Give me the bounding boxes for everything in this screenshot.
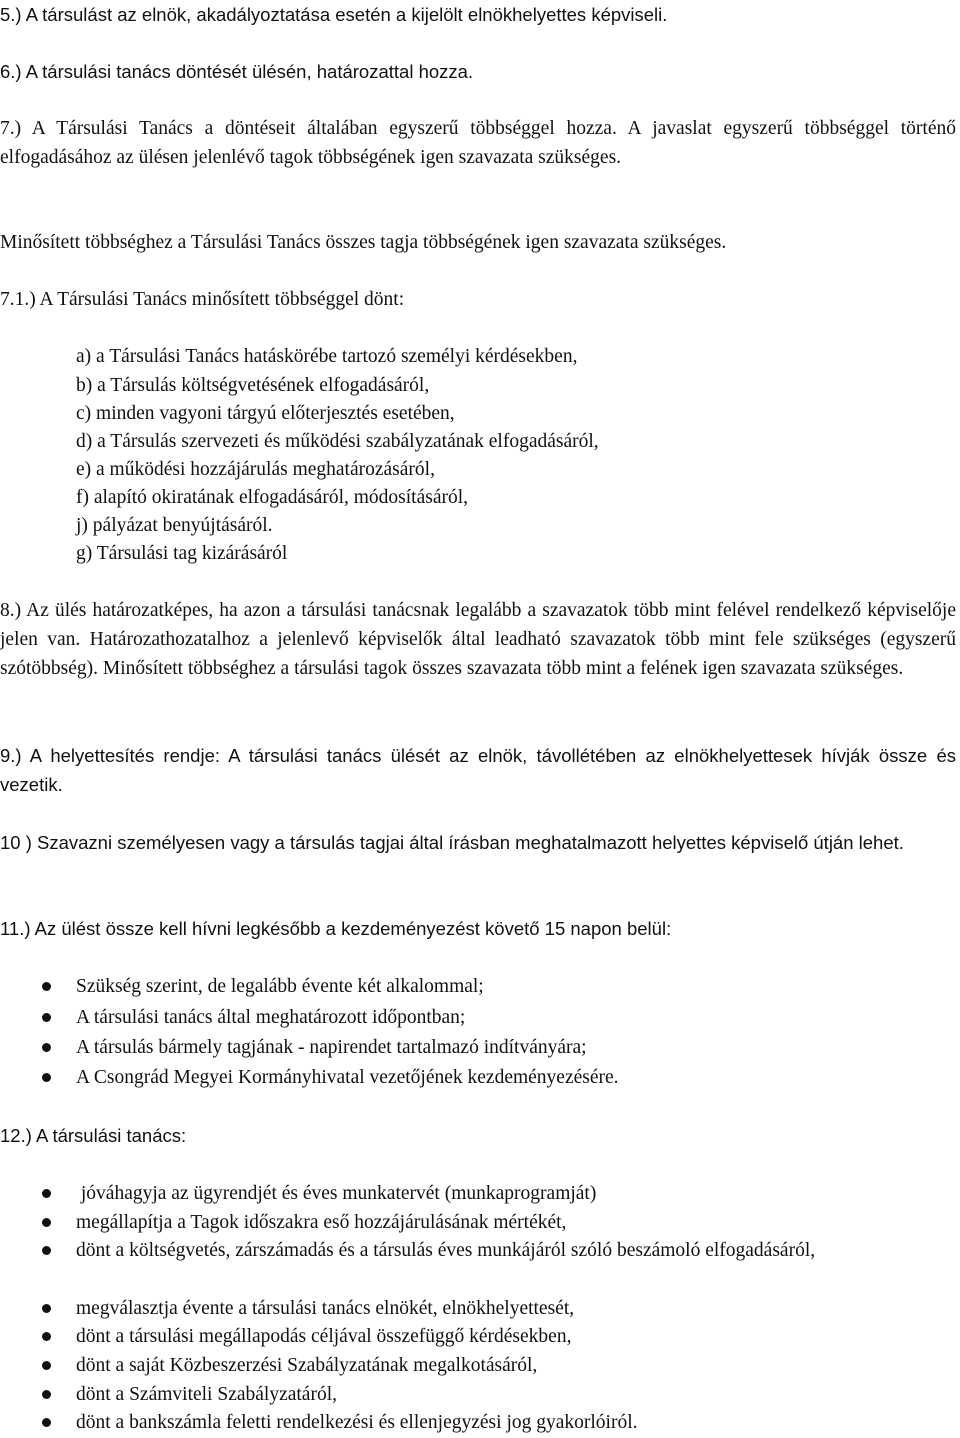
paragraph-8: 8.) Az ülés határozatképes, ha azon a társulási tanácsnak legalább a szavazatok több mint felével rendelkező képviselője jelen van. Határozathozatalhoz a jelenlevő képviselők által leadható szavazatok több mint fele szükséges (egyszerű szótöbbség). Minősített többséghez a társulási tagok összes szavazata több mint a felének igen szavazata szükséges.: [0, 600, 956, 679]
list-item-text: A társulási tanács által meghatározott időpontban;: [76, 1007, 466, 1028]
list-item-text: dönt a költségvetés, zárszámadás és a társulás éves munkájáról szóló beszámoló elfogadásáról,: [76, 1240, 816, 1261]
list-item: g) Társulási tag kizárásáról: [76, 543, 288, 564]
list-item-text: dönt a társulási megállapodás céljával összefüggő kérdésekben,: [76, 1326, 572, 1347]
bullet-icon: [42, 1073, 51, 1082]
bullet-icon: [42, 1418, 51, 1427]
list-item: [0, 1294, 960, 1323]
bullet-icon: [42, 1332, 51, 1341]
paragraph-9: 9.) A helyettesítés rendje: A társulási tanács ülését az elnök, távollétében az elnökhelyettesek hívják össze és vezetik.: [0, 745, 956, 795]
list-item: [0, 972, 960, 1001]
bullet-icon: [42, 1218, 51, 1227]
list-item: [0, 1351, 960, 1380]
bullet-icon: [42, 982, 51, 991]
list-item-text: A társulás bármely tagjának - napirendet tartalmazó indítványára;: [76, 1037, 587, 1058]
paragraph-6: 6.) A társulási tanács döntését ülésén, határozattal hozza.: [0, 61, 474, 82]
list-item: [0, 1322, 960, 1351]
paragraph-12-title: 12.) A társulási tanács:: [0, 1125, 187, 1146]
list-item: b) a Társulás költségvetésének elfogadásáról,: [76, 375, 430, 396]
list-item-text: megválasztja évente a társulási tanács elnökét, elnökhelyettesét,: [76, 1298, 575, 1319]
list-item: [0, 1003, 960, 1032]
list-item-text: jóváhagyja az ügyrendjét és éves munkatervét (munkaprogramját): [76, 1183, 597, 1204]
bullet-icon: [42, 1013, 51, 1022]
list-item: [0, 1380, 960, 1409]
bullet-icon: [42, 1043, 51, 1052]
list-item: d) a Társulás szervezeti és működési szabályzatának elfogadásáról,: [76, 431, 599, 452]
list-item: [0, 1179, 960, 1208]
paragraph-5: 5.) A társulást az elnök, akadályoztatása esetén a kijelölt elnökhelyettes képviseli.: [0, 4, 668, 25]
list-item: [0, 1033, 960, 1062]
list-item-text: dönt a bankszámla feletti rendelkezési és ellenjegyzési jog gyakorlóiról.: [76, 1412, 638, 1433]
list-item: c) minden vagyoni tárgyú előterjesztés esetében,: [76, 403, 455, 424]
bullet-icon: [42, 1304, 51, 1313]
list-item: [0, 1236, 960, 1265]
list-item: a) a Társulási Tanács hatáskörébe tartozó személyi kérdésekben,: [76, 346, 578, 367]
list-item: e) a működési hozzájárulás meghatározásáról,: [76, 459, 435, 480]
list-item-text: A Csongrád Megyei Kormányhivatal vezetőjének kezdeményezésére.: [76, 1067, 619, 1088]
list-item-text: megállapítja a Tagok időszakra eső hozzájárulásának mértékét,: [76, 1212, 567, 1233]
paragraph-7: 7.) A Társulási Tanács a döntéseit általában egyszerű többséggel hozza. A javaslat egyszerű többséggel történő elfogadásához az ülésen jelenlévő tagok többségének igen szavazata szükséges.: [0, 118, 956, 168]
bullet-icon: [42, 1390, 51, 1399]
bullet-icon: [42, 1246, 51, 1255]
paragraph-7-qualified-majority: Minősített többséghez a Társulási Tanács összes tagja többségének igen szavazata szükséges.: [0, 232, 727, 253]
bullet-icon: [42, 1361, 51, 1370]
list-item-text: dönt a Számviteli Szabályzatáról,: [76, 1384, 337, 1405]
list-item-text: dönt a saját Közbeszerzési Szabályzatának megalkotásáról,: [76, 1355, 538, 1376]
list-item: [0, 1208, 960, 1237]
list-item: [0, 1063, 960, 1092]
bullet-icon: [42, 1189, 51, 1198]
list-item: f) alapító okiratának elfogadásáról, módosításáról,: [76, 487, 469, 508]
list-item: [0, 1408, 960, 1437]
paragraph-10: 10 ) Szavazni személyesen vagy a társulás tagjai által írásban meghatalmazott helyettes képviselő útján lehet.: [0, 832, 904, 853]
list-item: j) pályázat benyújtásáról.: [76, 515, 273, 536]
paragraph-7-1-title: 7.1.) A Társulási Tanács minősített többséggel dönt:: [0, 289, 405, 310]
paragraph-11-title: 11.) Az ülést össze kell hívni legkésőbb a kezdeményezést követő 15 napon belül:: [0, 918, 672, 939]
list-item-text: Szükség szerint, de legalább évente két alkalommal;: [76, 976, 484, 997]
